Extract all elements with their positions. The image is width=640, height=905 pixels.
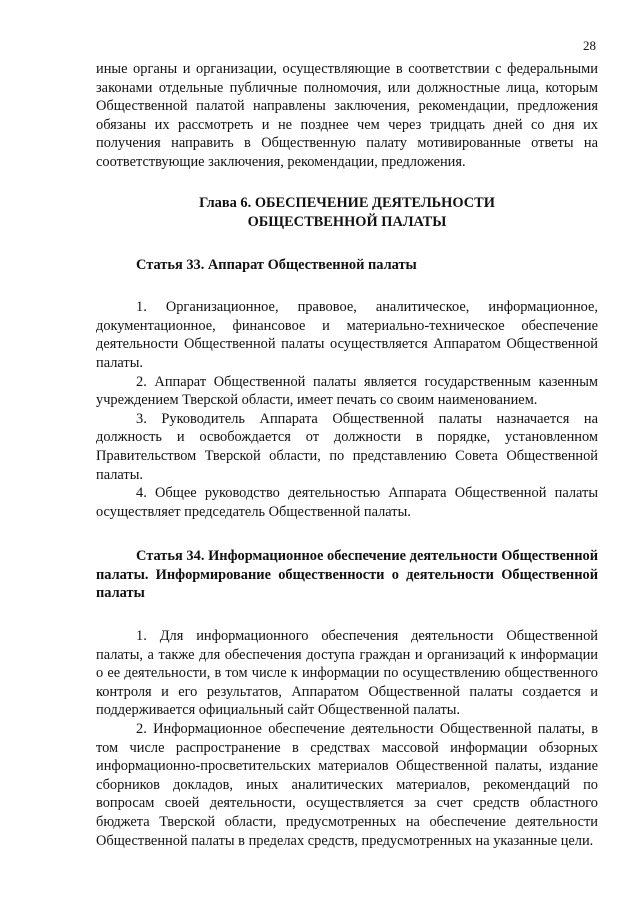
article-33-title: Статья 33. Аппарат Общественной палаты: [136, 256, 417, 273]
document-body: [96, 60, 598, 850]
article-33-paragraph-4: 4. Общее руководство деятельностью Аппарата Общественной палаты осуществляет председатель Общественной палаты.: [96, 485, 598, 520]
chapter-title-line-1: Глава 6. ОБЕСПЕЧЕНИЕ ДЕЯТЕЛЬНОСТИ: [199, 194, 495, 211]
intro-paragraph: иные органы и организации, осуществляющие в соответствии с федеральными законами отдельные публичные полномочия, или должностные лица, которым Общественной палатой направлены заключения, рекомендации, предложения обязаны их рассмотреть и не позднее чем через тридцать дней со дня их получения направить в Общественную палату мотивированные ответы на соответствующие заключения, рекомендации, предложения.: [96, 61, 598, 170]
article-34-paragraph-2: 2. Информационное обеспечение деятельности Общественной палаты, в том числе распространение в средствах массовой информации обзорных информационно-просветительских материалов Общественной палаты, издание сборников докладов, иных аналитических материалов, рекомендаций по вопросам своей деятельности, осуществляется за счет средств областного бюджета Тверской области, предусмотренных на обеспечение деятельности Общественной палаты в пределах средств, предусмотренных на указанные цели.: [96, 721, 598, 849]
article-34-title: Статья 34. Информационное обеспечение деятельности Общественной палаты. Информирование общественности о деятельности Общественной палаты: [96, 548, 598, 602]
article-33-body: [96, 298, 598, 521]
article-34-body: [96, 627, 598, 850]
page-number: 28: [583, 38, 596, 53]
article-34-paragraph-1: 1. Для информационного обеспечения деятельности Общественной палаты, а также для обеспечения доступа граждан и организаций к информации о ее деятельности, в том числе к информации по осуществлению общественного контроля и его результатов, Аппаратом Общественной палаты создается и поддерживается официальный сайт Общественной палаты.: [96, 628, 598, 719]
chapter-title: [96, 194, 598, 232]
article-33-paragraph-1: 1. Организационное, правовое, аналитическое, информационное, документационное, финансовое и материально-техническое обеспечение деятельности Общественной палаты осуществляется Аппаратом Общественной палаты.: [96, 299, 598, 371]
article-33-paragraph-3: 3. Руководитель Аппарата Общественной палаты назначается на должность и освобождается от должности в порядке, установленном Правительством Тверской области, по представлению Совета Общественной палаты.: [96, 410, 598, 483]
chapter-title-line-2: ОБЩЕСТВЕННОЙ ПАЛАТЫ: [247, 213, 447, 230]
article-33-paragraph-2: 2. Аппарат Общественной палаты является государственным казенным учреждением Тверской области, имеет печать со своим наименованием.: [96, 373, 598, 409]
